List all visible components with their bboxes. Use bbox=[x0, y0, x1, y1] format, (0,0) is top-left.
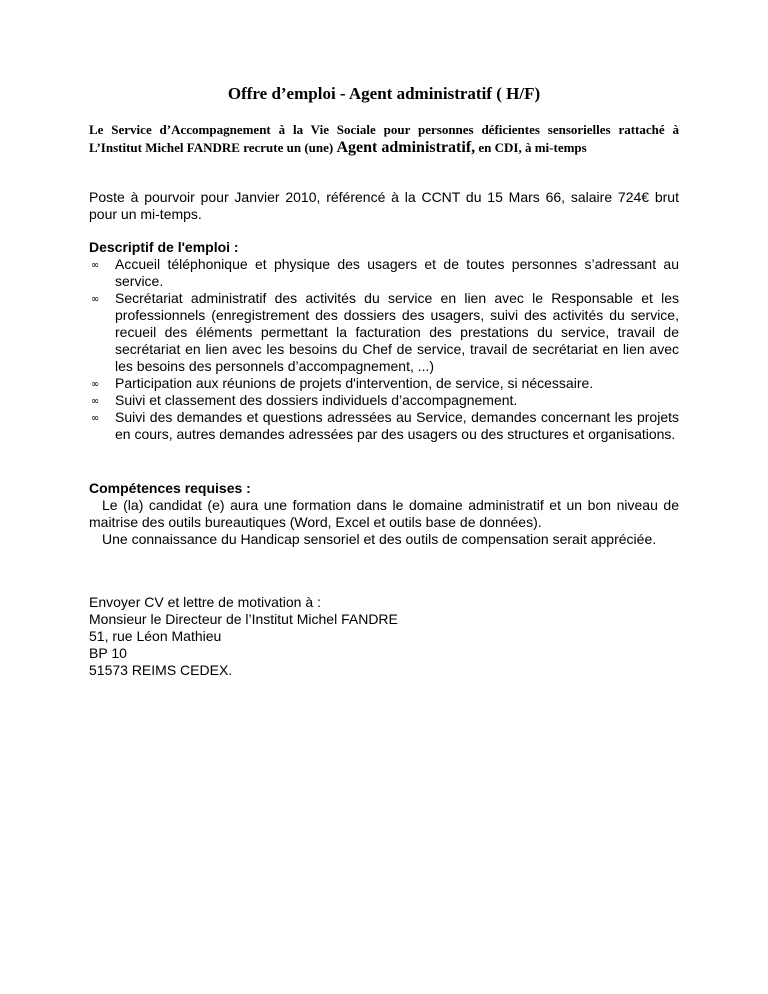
list-item bbox=[89, 256, 679, 290]
contact-address bbox=[89, 594, 679, 679]
descriptif-heading: Descriptif de l'emploi : bbox=[89, 239, 239, 255]
competences-text bbox=[89, 497, 679, 548]
list-item-text: Participation aux réunions de projets d'intervention, de service, si nécessaire. bbox=[115, 375, 594, 391]
list-item bbox=[89, 290, 679, 375]
contact-po-box: BP 10 bbox=[89, 645, 127, 661]
infinity-bullet-icon: ∞ bbox=[90, 413, 100, 424]
contact-recipient: Monsieur le Directeur de l’Institut Michel FANDRE bbox=[89, 611, 398, 627]
list-item bbox=[89, 375, 679, 392]
contact-instruction: Envoyer CV et lettre de motivation à : bbox=[89, 594, 321, 610]
infinity-bullet-icon: ∞ bbox=[90, 379, 100, 390]
intro-text-part1: Le Service d’Accompagnement à la Vie Sociale pour personnes déficientes sensorielles rattaché à L’Institut Michel FANDRE recrute un (une bbox=[89, 122, 679, 155]
list-item-text: Suivi des demandes et questions adressées au Service, demandes concernant les projets en cours, autres demandes adressées par des usagers ou des structures et organisations. bbox=[115, 409, 679, 442]
list-item-text: Suivi et classement des dossiers individuels d’accompagnement. bbox=[115, 392, 518, 408]
infinity-bullet-icon: ∞ bbox=[90, 294, 100, 305]
contact-city: 51573 REIMS CEDEX. bbox=[89, 662, 233, 678]
poste-paragraph: Poste à pourvoir pour Janvier 2010, référencé à la CCNT du 15 Mars 66, salaire 724€ brut pour un mi-temps. bbox=[89, 189, 679, 222]
competences-paragraph-1: Le (la) candidat (e) aura une formation dans le domaine administratif et un bon niveau de maitrise des outils bureautiques (Word, Excel et outils base de données). bbox=[89, 497, 679, 530]
intro-paragraph bbox=[89, 121, 679, 157]
intro-text-part2: ) bbox=[328, 140, 337, 155]
contact-street: 51, rue Léon Mathieu bbox=[89, 628, 222, 644]
infinity-bullet-icon: ∞ bbox=[90, 396, 100, 407]
list-item bbox=[89, 392, 679, 409]
competences-heading: Compétences requises : bbox=[89, 480, 251, 496]
intro-job-title: Agent administratif, bbox=[336, 139, 476, 156]
competences-paragraph-2: Une connaissance du Handicap sensoriel et des outils de compensation serait appréciée. bbox=[102, 531, 657, 547]
list-item-text: Secrétariat administratif des activités du service en lien avec le Responsable et les professionnels (enregistrement des dossiers des usagers, suivi des activités du service, recueil des éléments permettant la facturation des prestations du service, travail de secrétariat en lien avec les besoins du Chef de service, travail de secrétariat en lien avec les besoins des personnels d’accompagnement, ...) bbox=[115, 290, 679, 374]
intro-text-part3: en CDI, à mi-temps bbox=[475, 140, 587, 155]
task-list bbox=[89, 256, 679, 443]
infinity-bullet-icon: ∞ bbox=[90, 260, 100, 271]
list-item bbox=[89, 409, 679, 443]
page-title: Offre d’emploi - Agent administratif ( H/F) bbox=[227, 84, 541, 103]
list-item-text: Accueil téléphonique et physique des usagers et de toutes personnes s’adressant au service. bbox=[115, 256, 679, 289]
